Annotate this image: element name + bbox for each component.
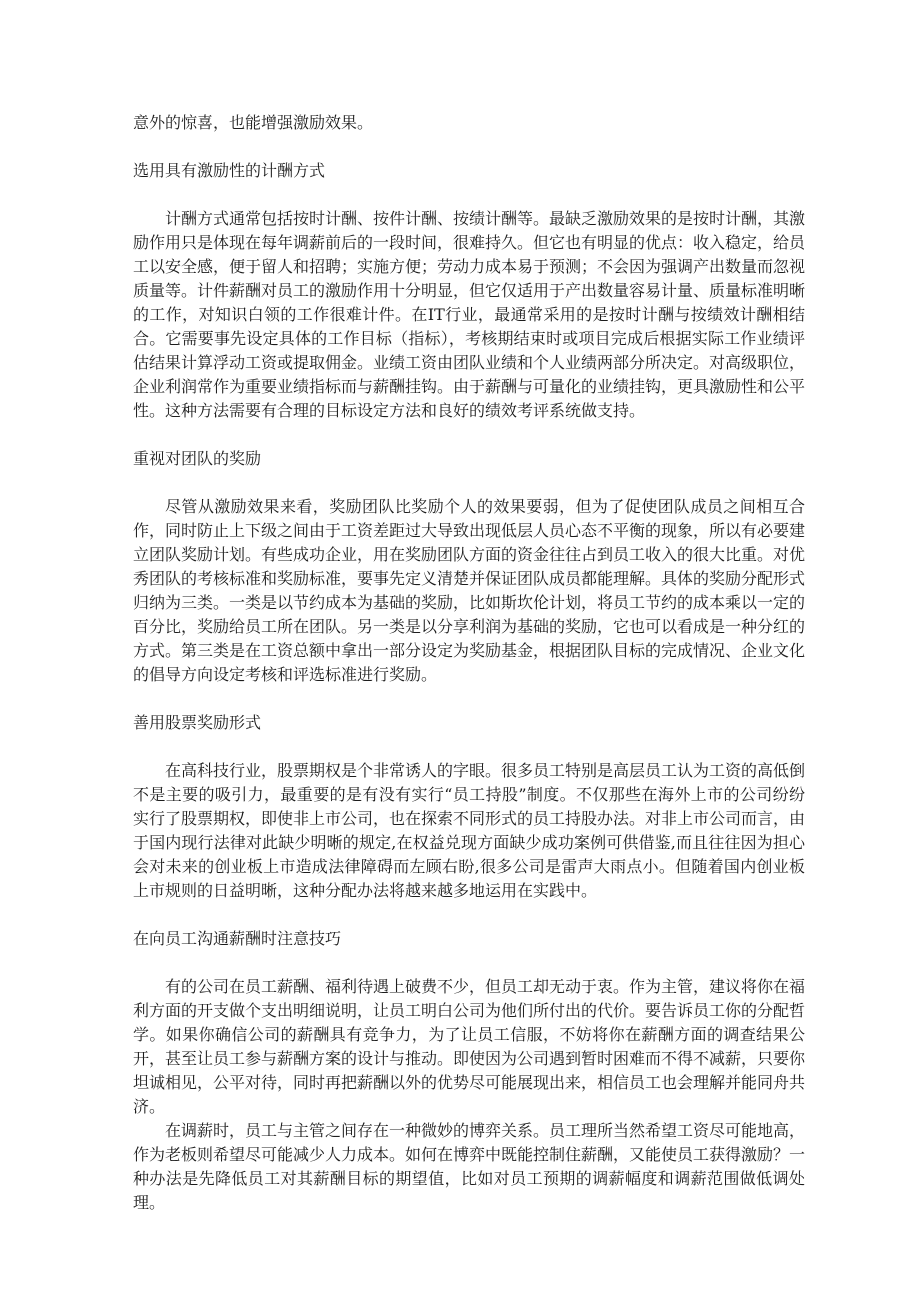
section-heading-salary-communication: 在向员工沟通薪酬时注意技巧 (133, 929, 342, 948)
section-heading-team-rewards: 重视对团队的奖励 (133, 449, 262, 468)
paragraph-pay-methods: 计酬方式通常包括按时计酬、按件计酬、按绩计酬等。最缺乏激励效果的是按时计酬，其激励作用只是体现在每年调薪前后的一段时间，很难持久。但它也有明显的优点：收入稳定，给员工以安全感，便于留人和招聘；实施方便；劳动力成本易于预测；不会因为强调产出数量而忽视质量等。计件薪酬对员工的激励作用十分明显，但它仅适用于产出数量容易计量、质量标准明晰的工作，对知识白领的工作很难计件。在IT行业，最通常采用的是按时计酬与按绩效计酬相结合。它需要事先设定具体的工作目标（指标），考核期结束时或项目完成后根据实际工作业绩评估结果计算浮动工资或提取佣金。业绩工资由团队业绩和个人业绩两部分所决定。对高级职位，企业利润常作为重要业绩指标而与薪酬挂钩。由于薪酬与可量化的业绩挂钩，更具激励性和公平性。这种方法需要有合理的目标设定方法和良好的绩效考评系统做支持。 (133, 209, 806, 420)
document-content (133, 111, 805, 1215)
paragraph-team-rewards: 尽管从激励效果来看，奖励团队比奖励个人的效果要弱，但为了促使团队成员之间相互合作，同时防止上下级之间由于工资差距过大导致出现低层人员心态不平衡的现象，所以有必要建立团队奖励计划。有些成功企业，用在奖励团队方面的资金往往占到员工收入的很大比重。对优秀团队的考核标准和奖励标准，要事先定义清楚并保证团队成员都能理解。具体的奖励分配形式归纳为三类。一类是以节约成本为基础的奖励，比如斯坎伦计划，将员工节约的成本乘以一定的百分比，奖励给员工所在团队。另一类是以分享利润为基础的奖励，它也可以看成是一种分红的方式。第三类是在工资总额中拿出一部分设定为奖励基金，根据团队目标的完成情况、企业文化的倡导方向设定考核和评选标准进行奖励。 (133, 497, 806, 684)
paragraph-salary-communication: 有的公司在员工薪酬、福利待遇上破费不少，但员工却无动于衷。作为主管，建议将你在福利方面的开支做个支出明细说明，让员工明白公司为他们所付出的代价。要告诉员工你的分配哲学。如果你确信公司的薪酬具有竞争力，为了让员工信服，不妨将你在薪酬方面的调查结果公开，甚至让员工参与薪酬方案的设计与推动。即使因为公司遇到暂时困难而不得不减薪，只要你坦诚相见，公平对待，同时再把薪酬以外的优势尽可能展现出来，相信员工也会理解并能同舟共济。 (133, 977, 806, 1116)
paragraph-stock-incentive: 在高科技行业，股票期权是个非常诱人的字眼。很多员工特别是高层员工认为工资的高低倒不是主要的吸引力，最重要的是有没有实行“员工持股”制度。不仅那些在海外上市的公司纷纷实行了股票期权，即使非上市公司，也在探索不同形式的员工持股办法。对非上市公司而言，由于国内现行法律对此缺少明晰的规定,在权益兑现方面缺少成功案例可供借鉴,而且往往因为担心会对未来的创业板上市造成法律障碍而左顾右盼,很多公司是雷声大雨点小。但随着国内创业板上市规则的日益明晰，这种分配办法将越来越多地运用在实践中。 (133, 761, 806, 900)
paragraph-continuation-surprise-incentive: 意外的惊喜，也能增强激励效果。 (133, 113, 374, 132)
section-heading-stock-incentive: 善用股票奖励形式 (133, 713, 262, 732)
section-heading-pay-method: 选用具有激励性的计酬方式 (133, 161, 326, 180)
paragraph-salary-adjustment-game: 在调薪时，员工与主管之间存在一种微妙的博弈关系。员工理所当然希望工资尽可能地高，作为老板则希望尽可能减少人力成本。如何在博弈中既能控制住薪酬，又能使员工获得激励？一种办法是先降低员工对其薪酬目标的期望值，比如对员工预期的调薪幅度和调薪范围做低调处理。 (133, 1121, 806, 1212)
